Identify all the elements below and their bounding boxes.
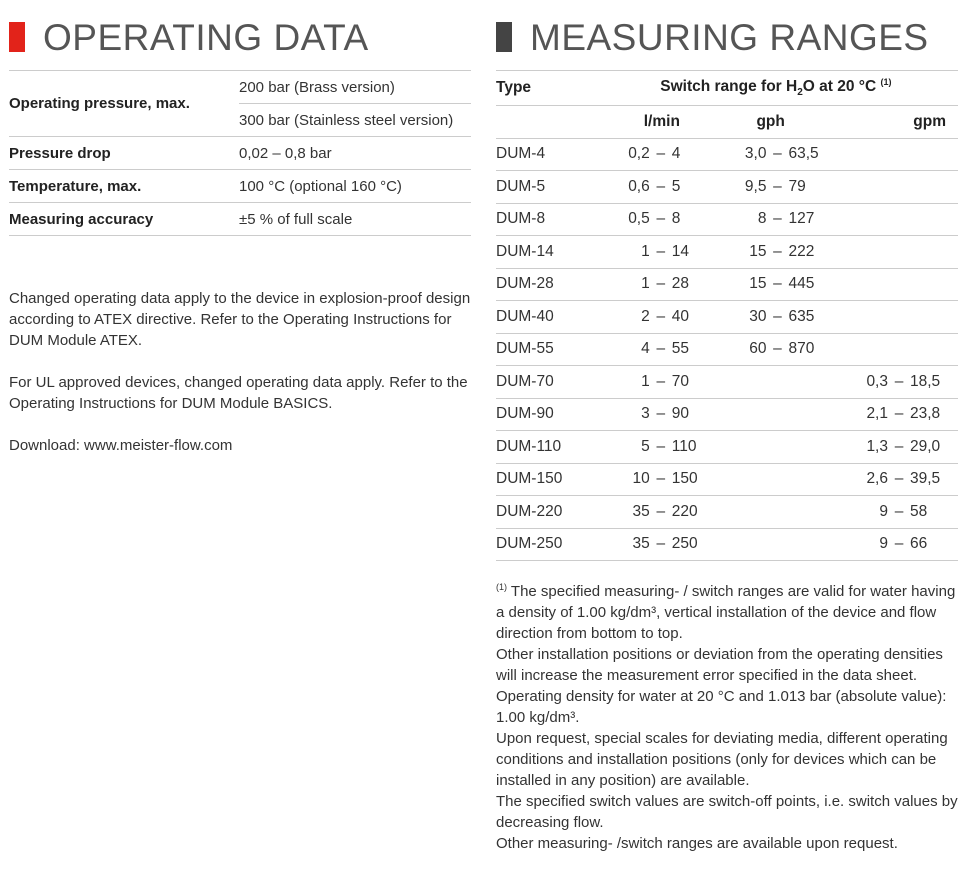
range-dash: –	[894, 502, 904, 520]
range-max: 870	[788, 340, 815, 358]
range-value	[594, 503, 708, 521]
range-max: 28	[671, 275, 689, 293]
table-row	[496, 171, 958, 204]
range-dash: –	[656, 372, 666, 390]
range-dash: –	[656, 437, 666, 455]
range-dash: –	[773, 242, 782, 260]
range-min: 3,0	[744, 145, 767, 163]
range-value	[594, 210, 708, 228]
range-value	[842, 373, 946, 391]
range-cell	[594, 398, 727, 431]
unit-gpm: gpm	[842, 106, 958, 139]
table-row	[496, 203, 958, 236]
range-max: 5	[671, 177, 681, 195]
operating-data-table	[9, 70, 471, 236]
type-cell: DUM-14	[496, 236, 594, 269]
unit-gph: gph	[726, 106, 842, 139]
range-cell	[594, 268, 727, 301]
row-value: 200 bar (Brass version)	[239, 71, 471, 104]
range-cell	[726, 301, 842, 334]
range-value	[594, 308, 708, 326]
range-max: 222	[788, 242, 815, 260]
range-value	[594, 340, 708, 358]
range-cell	[726, 138, 842, 171]
range-min: 8	[757, 210, 767, 228]
range-value	[594, 470, 708, 488]
units-spacer	[496, 106, 594, 139]
range-value	[726, 210, 830, 228]
range-min: 15	[749, 275, 767, 293]
row-value: 0,02 – 0,8 bar	[239, 137, 471, 170]
range-cell	[726, 171, 842, 204]
table-row	[496, 398, 958, 431]
operating-data-heading	[9, 2, 471, 72]
range-cell	[594, 463, 727, 496]
range-dash: –	[773, 177, 782, 195]
range-cell	[726, 268, 842, 301]
type-cell: DUM-110	[496, 431, 594, 464]
range-cell	[726, 236, 842, 269]
range-cell	[594, 431, 727, 464]
row-label: Operating pressure, max.	[9, 71, 239, 137]
footnote-6: Other measuring- /switch ranges are available upon request.	[496, 835, 898, 852]
range-cell	[842, 431, 958, 464]
footnotes	[496, 581, 958, 854]
range-cell	[726, 463, 842, 496]
range-cell	[726, 366, 842, 399]
table-row	[496, 528, 958, 561]
range-max: 250	[671, 535, 698, 553]
range-max: 23,8	[910, 405, 941, 423]
unit-lmin: l/min	[594, 106, 727, 139]
range-min: 15	[749, 242, 767, 260]
range-cell	[842, 333, 958, 366]
footnote-ref: (1)	[880, 76, 892, 87]
range-cell	[842, 463, 958, 496]
range-min: 1	[641, 275, 650, 293]
range-value	[594, 243, 708, 261]
range-dash: –	[894, 372, 904, 390]
range-value	[726, 243, 830, 261]
range-dash: –	[656, 210, 666, 228]
range-max: 18,5	[910, 372, 941, 390]
range-min: 0,5	[628, 210, 650, 228]
range-dash: –	[656, 177, 666, 195]
range-cell	[842, 138, 958, 171]
type-cell: DUM-5	[496, 171, 594, 204]
range-min: 0,6	[628, 177, 650, 195]
type-cell: DUM-28	[496, 268, 594, 301]
range-max: 635	[788, 307, 815, 325]
range-min: 1	[641, 242, 650, 260]
row-value: ±5 % of full scale	[239, 203, 471, 236]
range-dash: –	[656, 502, 666, 520]
range-dash: –	[773, 307, 782, 325]
table-row	[496, 366, 958, 399]
range-dash: –	[773, 145, 782, 163]
table-row	[496, 138, 958, 171]
switch-range-text-post: O at 20 °C	[802, 77, 877, 95]
range-cell	[594, 496, 727, 529]
range-value	[842, 470, 946, 488]
range-max: 150	[671, 470, 698, 488]
dark-accent-bar	[496, 22, 512, 52]
table-row	[9, 170, 471, 203]
range-min: 2,1	[866, 405, 888, 423]
footnote-2: Other installation positions or deviation from the operating densities will increase the measurement error specified in the data sheet.	[496, 646, 943, 684]
range-cell	[842, 496, 958, 529]
table-row	[496, 463, 958, 496]
range-value	[842, 438, 946, 456]
range-value	[594, 275, 708, 293]
table-row	[496, 301, 958, 334]
range-cell	[594, 366, 727, 399]
range-max: 4	[671, 145, 681, 163]
row-value: 300 bar (Stainless steel version)	[239, 104, 471, 137]
range-cell	[726, 333, 842, 366]
range-cell	[842, 171, 958, 204]
table-row	[496, 236, 958, 269]
range-dash: –	[656, 535, 666, 553]
range-value	[594, 178, 708, 196]
operating-data-section	[9, 0, 471, 456]
range-cell	[726, 398, 842, 431]
range-cell	[594, 236, 727, 269]
type-cell: DUM-250	[496, 528, 594, 561]
footnote-3: Operating density for water at 20 °C and 1.013 bar (absolute value): 1.00 kg/dm³.	[496, 688, 947, 726]
range-min: 5	[641, 437, 650, 455]
range-cell	[842, 236, 958, 269]
range-dash: –	[894, 535, 904, 553]
range-min: 2	[641, 307, 650, 325]
range-value	[726, 178, 830, 196]
range-value	[594, 145, 708, 163]
range-min: 9,5	[744, 177, 767, 195]
red-accent-bar	[9, 22, 25, 52]
units-row	[496, 106, 958, 139]
measuring-ranges-title: MEASURING RANGES	[530, 16, 929, 58]
table-row	[496, 333, 958, 366]
range-dash: –	[773, 275, 782, 293]
range-max: 220	[671, 502, 698, 520]
subscript-2: 2	[797, 87, 803, 99]
range-dash: –	[894, 470, 904, 488]
range-max: 90	[671, 405, 689, 423]
range-value	[842, 535, 946, 553]
range-max: 63,5	[788, 145, 819, 163]
range-cell	[726, 496, 842, 529]
range-value	[726, 145, 830, 163]
type-cell: DUM-90	[496, 398, 594, 431]
range-cell	[594, 333, 727, 366]
range-max: 55	[671, 340, 689, 358]
range-max: 58	[910, 502, 928, 520]
range-max: 127	[788, 210, 815, 228]
range-cell	[726, 431, 842, 464]
range-value	[594, 438, 708, 456]
measuring-ranges-section	[496, 0, 958, 854]
download-note: Download: www.meister-flow.com	[9, 437, 233, 454]
table-row	[496, 268, 958, 301]
range-cell	[842, 268, 958, 301]
range-min: 10	[632, 470, 650, 488]
range-max: 39,5	[910, 470, 941, 488]
type-cell: DUM-8	[496, 203, 594, 236]
range-cell	[842, 366, 958, 399]
range-dash: –	[656, 145, 666, 163]
range-cell	[842, 398, 958, 431]
range-dash: –	[656, 470, 666, 488]
type-cell: DUM-55	[496, 333, 594, 366]
footnote-text: The specified measuring- / switch ranges are valid for water having a density of 1.00 kg/dm³, vertical installation of the device and flow direction from bottom to top.	[496, 583, 956, 642]
range-cell	[594, 138, 727, 171]
atex-note: Changed operating data apply to the device in explosion-proof design according to ATEX directive. Refer to the Operating Instructions for DUM Module ATEX.	[9, 290, 471, 349]
range-dash: –	[656, 340, 666, 358]
range-min: 1,3	[866, 437, 888, 455]
type-header: Type	[496, 71, 594, 106]
type-cell: DUM-4	[496, 138, 594, 171]
range-dash: –	[656, 307, 666, 325]
range-cell	[726, 203, 842, 236]
range-cell	[842, 203, 958, 236]
range-max: 40	[671, 307, 689, 325]
row-label: Measuring accuracy	[9, 203, 239, 236]
range-value	[594, 373, 708, 391]
range-min: 3	[641, 405, 650, 423]
range-cell	[726, 528, 842, 561]
table-row	[496, 431, 958, 464]
range-cell	[842, 301, 958, 334]
range-max: 70	[671, 372, 689, 390]
row-label: Pressure drop	[9, 137, 239, 170]
range-value	[726, 275, 830, 293]
footnote-4: Upon request, special scales for deviating media, different operating conditions and installation positions (only for devices which can be installed in any position) are available.	[496, 730, 948, 789]
range-cell	[842, 528, 958, 561]
range-cell	[594, 528, 727, 561]
range-max: 79	[788, 177, 806, 195]
row-label: Temperature, max.	[9, 170, 239, 203]
measuring-ranges-table	[496, 70, 958, 561]
range-min: 0,3	[866, 372, 888, 390]
range-dash: –	[894, 405, 904, 423]
range-value	[842, 503, 946, 521]
range-min: 60	[749, 340, 767, 358]
range-dash: –	[894, 437, 904, 455]
range-max: 8	[671, 210, 681, 228]
range-dash: –	[656, 242, 666, 260]
range-dash: –	[773, 210, 782, 228]
switch-range-header	[594, 71, 958, 106]
table-row	[9, 203, 471, 236]
type-cell: DUM-70	[496, 366, 594, 399]
range-max: 66	[910, 535, 928, 553]
range-cell	[594, 301, 727, 334]
row-value: 100 °C (optional 160 °C)	[239, 170, 471, 203]
range-value	[726, 340, 830, 358]
ul-note: For UL approved devices, changed operating data apply. Refer to the Operating Instructions for DUM Module BASICS.	[9, 374, 468, 412]
range-dash: –	[773, 340, 782, 358]
range-min: 0,2	[628, 145, 650, 163]
range-max: 445	[788, 275, 815, 293]
range-min: 1	[641, 372, 650, 390]
range-min: 4	[641, 340, 650, 358]
range-min: 9	[879, 502, 888, 520]
footnote-1	[496, 581, 958, 644]
range-cell	[594, 171, 727, 204]
switch-range-text: Switch range for H	[660, 77, 798, 95]
range-min: 35	[632, 535, 650, 553]
range-value	[726, 308, 830, 326]
range-max: 29,0	[910, 437, 941, 455]
range-min: 30	[749, 307, 767, 325]
header-row	[496, 71, 958, 106]
measuring-ranges-heading	[496, 2, 958, 72]
range-value	[594, 405, 708, 423]
operating-data-title: OPERATING DATA	[43, 16, 369, 58]
range-min: 2,6	[866, 470, 888, 488]
range-value	[594, 535, 708, 553]
range-dash: –	[656, 405, 666, 423]
type-cell: DUM-40	[496, 301, 594, 334]
type-cell: DUM-150	[496, 463, 594, 496]
table-row	[9, 71, 471, 104]
range-cell	[594, 203, 727, 236]
range-max: 14	[671, 242, 689, 260]
range-value	[842, 405, 946, 423]
range-dash: –	[656, 275, 666, 293]
footnote-marker: (1)	[496, 582, 507, 592]
table-row	[496, 496, 958, 529]
range-max: 110	[671, 437, 697, 455]
type-cell: DUM-220	[496, 496, 594, 529]
table-row	[9, 137, 471, 170]
range-min: 9	[879, 535, 888, 553]
footnote-5: The specified switch values are switch-off points, i.e. switch values by decreasing flow.	[496, 793, 958, 831]
range-min: 35	[632, 502, 650, 520]
